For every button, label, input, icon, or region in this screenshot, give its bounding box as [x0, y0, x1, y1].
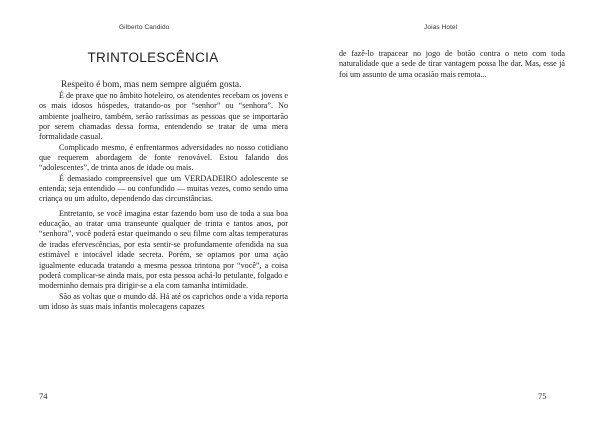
paragraph-1: Respeito é bom, mas nem sempre alguém gosta. — [61, 80, 242, 90]
right-page — [300, 0, 600, 425]
running-head-author: Gilberto Candido — [119, 24, 170, 31]
right-body-text — [339, 49, 565, 80]
page-number-left: 74 — [39, 391, 48, 401]
paragraph-3: Complicado mesmo, é enfrentarmos adversidades no nosso cotidiano que requerem abordagem de fonte renovável. Estou falando dos “adolescentes”, de trinta anos de idade ou mais. — [39, 142, 288, 173]
chapter-title: TRINTOLESCÊNCIA — [87, 50, 219, 65]
paragraph-2: É de praxe que no âmbito hoteleiro, os atendentes recebam os jovens e os mais idosos hóspedes, tratando-os por “senhor” ou “senhora”. No ambiente joalheiro, também, serão raríssimas as pessoas que se importarão por serem chamadas dessa forma, entendendo se tratar de uma mera formalidade casual. — [39, 91, 288, 142]
paragraph-6: São as voltas que o mundo dá. Há até os caprichos onde a vida reporta um idoso às suas mais infantis molecagens capazes — [39, 291, 288, 311]
paragraph-continued: de fazê-lo trapacear no jogo de botão contra o neto com toda naturalidade que a sede de tirar vantagem possa lhe dar. Mas, esse já foi um assunto de uma ocasião mais remota... — [339, 49, 565, 79]
paragraph-5: Entretanto, se você imagina estar fazendo bom uso de toda a sua boa educação, ao tratar uma transeunte qualquer de trinta e tantos anos, por “senhora”, você poderá estar queimando o seu filme com altas temperaturas de iradas efervescências, por esta sentir-se profundamente ofendida na sua estimável e intocável idade secreta. Porém, se optamos por uma ação igualmente educada tratando a mesma pessoa trintona por “você”, a coisa poderá complicar-se ainda mais, por esta pessoa achá-lo petulante, folgado e moderninho demais pra dirigir-se a ela com tamanha intimidade. — [39, 208, 288, 291]
page-number-right: 75 — [538, 391, 547, 401]
paragraph-4: É demasiado compreensível que um VERDADEIRO adolescente se entenda; seja entendido — ou confundido — muitas vezes, como sendo uma criança ou um adulto, dependendo das circunstâncias. — [39, 173, 288, 204]
left-body-text — [39, 79, 288, 312]
running-head-book-title: Joias Hotel — [424, 24, 458, 31]
